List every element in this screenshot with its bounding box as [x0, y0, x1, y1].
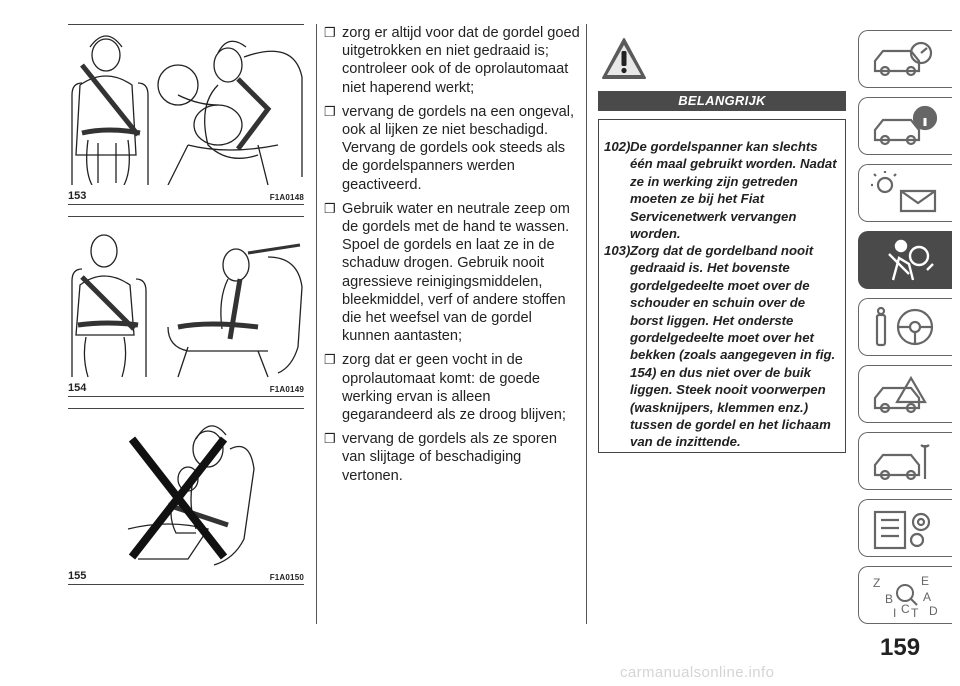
- list-item: [324, 430, 580, 485]
- svg-text:E: E: [921, 574, 930, 588]
- warning-item-number: 102): [604, 139, 631, 154]
- warning-light-mail-icon: [871, 171, 941, 217]
- list-item: [324, 24, 580, 97]
- car-wrench-icon: [871, 439, 941, 485]
- svg-text:C: C: [901, 602, 910, 616]
- warning-item: [604, 138, 840, 242]
- warning-triangle-icon: [601, 36, 647, 82]
- bullet-text: vervang de gordels als ze sporen van slijtage of beschadiging vertonen.: [342, 431, 557, 484]
- figure-153: [68, 24, 304, 205]
- checkbox-bullet-icon: ❒: [324, 352, 336, 368]
- maintenance-bullet-list: [324, 24, 580, 491]
- warning-item-text: De gordelspanner kan slechts één maal gebruikt worden. Nadat ze in werking zijn getreden moeten ze bij het Fiat Servicenetwerk vervangen worden.: [630, 139, 837, 242]
- figure-number: 153: [68, 190, 87, 202]
- figure-number: 155: [68, 570, 87, 582]
- list-item: [324, 351, 580, 424]
- warning-item-text: Zorg dat de gordelband nooit gedraaid is. Het bovenste gordelgedeelte moet over de schouder en schuin over de borst liggen. Het onderste gordelgedeelte moet over het bekken (zoals aangegeven in fig. 154) en dus niet over de buik liggen. Steek nooit voorwerpen (wasknijpers, klemmen enz.) tussen de gordel en het lichaam van de inzittende.: [630, 243, 836, 450]
- tab-info[interactable]: [858, 97, 952, 155]
- figure-caption: [68, 382, 304, 397]
- figure-155: [68, 408, 304, 585]
- svg-text:A: A: [923, 590, 932, 604]
- svg-text:T: T: [911, 606, 919, 619]
- watermark: carmanualsonline.info: [620, 664, 775, 681]
- seatbelt-airbag-icon: [871, 238, 941, 284]
- tab-maintenance[interactable]: [858, 432, 952, 490]
- spec-list-gear-icon: [871, 506, 941, 552]
- figure-code: F1A0149: [269, 385, 304, 394]
- bullet-text: zorg dat er geen vocht in de oprolautomaat komt: de goede werking ervan is alleen gegarandeerd als ze droog blijven;: [342, 352, 566, 424]
- list-item: [324, 200, 580, 346]
- figure-caption: [68, 570, 304, 585]
- tab-index[interactable]: [858, 566, 952, 624]
- checkbox-bullet-icon: ❒: [324, 431, 336, 447]
- figure-code: F1A0150: [269, 573, 304, 582]
- svg-text:D: D: [929, 604, 938, 618]
- alphabet-index-icon: [871, 573, 941, 619]
- svg-text:B: B: [885, 592, 894, 606]
- warning-heading: BELANGRIJK: [598, 91, 846, 111]
- svg-text:Z: Z: [873, 576, 881, 590]
- figure-code: F1A0148: [269, 193, 304, 202]
- tab-dashboard[interactable]: [858, 30, 952, 88]
- figure-number: 154: [68, 382, 87, 394]
- bullet-text: vervang de gordels na een ongeval, ook al lijken ze niet beschadigd. Vervang de gordels ook steeds als de gordelspanners werden geactiveerd.: [342, 103, 575, 193]
- car-info-icon: [871, 104, 941, 150]
- column-divider: [586, 24, 587, 624]
- bullet-text: zorg er altijd voor dat de gordel goed uitgetrokken en niet gedraaid is; controleer ook of de oprolautomaat niet haperend werkt;: [342, 25, 580, 96]
- column-divider: [316, 24, 317, 624]
- bullet-text: Gebruik water en neutrale zeep om de gordels met de hand te wassen. Spoel de gordels en laat ze in de schaduw drogen. Gebruik nooit agressieve reinigingsmiddelen, bleekmiddel, verf of andere stoffen die het weefsel van de gordel kunnen aantasten;: [342, 200, 570, 345]
- page-number: 159: [880, 634, 921, 661]
- figure-154: [68, 216, 304, 397]
- tab-emergency[interactable]: [858, 365, 952, 423]
- warning-item-number: 103): [604, 243, 631, 258]
- figure-caption: [68, 190, 304, 205]
- checkbox-bullet-icon: ❒: [324, 25, 336, 40]
- tab-technical-data[interactable]: [858, 499, 952, 557]
- seatbelt-correct-position-illustration: [68, 217, 304, 379]
- seatbelt-child-on-lap-prohibited-illustration: [68, 409, 304, 567]
- key-steering-wheel-icon: [871, 305, 941, 351]
- tab-safety[interactable]: [858, 231, 952, 289]
- car-gauge-icon: [871, 37, 941, 83]
- tab-starting[interactable]: [858, 298, 952, 356]
- seatbelt-pregnant-woman-illustration: [68, 25, 304, 185]
- tab-lights[interactable]: [858, 164, 952, 222]
- checkbox-bullet-icon: ❒: [324, 103, 336, 119]
- warning-item: [604, 242, 840, 451]
- svg-text:I: I: [893, 606, 897, 619]
- list-item: [324, 103, 580, 194]
- car-emergency-triangle-icon: [871, 372, 941, 418]
- checkbox-bullet-icon: ❒: [324, 200, 336, 216]
